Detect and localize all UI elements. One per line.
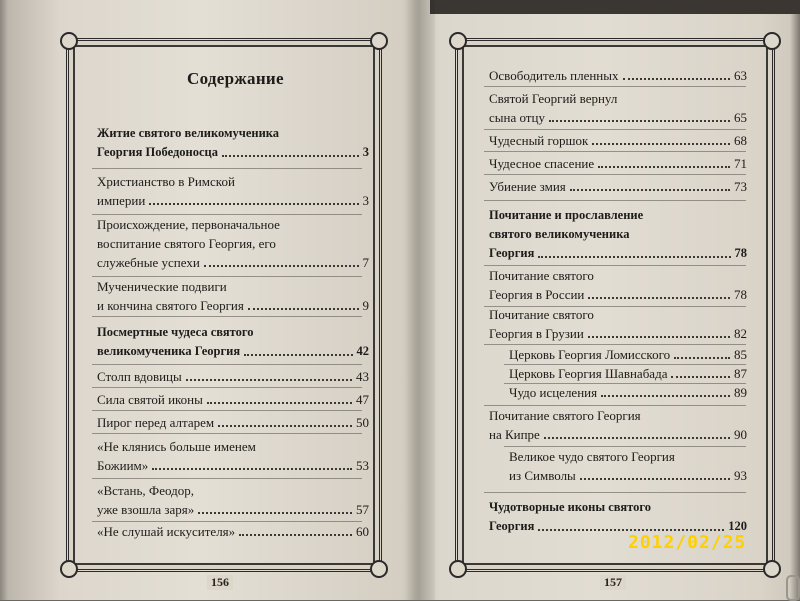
ornament-corner-icon (763, 32, 781, 50)
toc-entry[interactable] (489, 305, 747, 343)
toc-entry-line: империи (97, 193, 146, 208)
toc-page-number: 60 (356, 524, 369, 539)
ornament-corner-icon (60, 560, 78, 578)
toc-entry[interactable] (489, 266, 747, 304)
entry-divider (484, 174, 746, 175)
leader-dots (580, 478, 730, 480)
toc-page-number: 87 (734, 366, 747, 381)
ornament-corner-icon (370, 560, 388, 578)
leader-dots (588, 297, 730, 299)
toc-entry[interactable] (97, 172, 369, 210)
toc-entry-line: Святой Георгий вернул (489, 91, 618, 106)
toc-entry[interactable] (489, 89, 747, 127)
leader-dots (186, 379, 352, 381)
toc-entry-line: на Кипре (489, 427, 540, 442)
toc-entry[interactable] (489, 131, 747, 150)
book-gutter (405, 0, 435, 600)
toc-entry[interactable] (97, 215, 369, 272)
toc-page-number: 50 (356, 415, 369, 430)
toc-page-number: 93 (734, 468, 747, 483)
toc-entry-line: Георгия Победоносца (97, 145, 218, 159)
toc-entry-line: Георгия (489, 246, 535, 260)
contents-heading: Содержание (187, 69, 284, 88)
toc-entry[interactable] (97, 481, 369, 519)
toc-entry[interactable] (97, 437, 369, 475)
toc-page-number: 89 (734, 385, 747, 400)
toc-entry-line: Столп вдовицы (97, 369, 182, 384)
leader-dots (207, 402, 352, 404)
leader-dots (244, 354, 352, 356)
toc-entry-line: Почитание святого (489, 268, 594, 283)
leader-dots (204, 265, 359, 267)
toc-entry[interactable] (489, 177, 747, 196)
camera-date-stamp: 2012/02/25 (628, 532, 747, 553)
entry-divider (92, 410, 362, 411)
toc-page-number: 47 (356, 392, 369, 407)
leader-dots (222, 155, 359, 157)
toc-page-number: 43 (356, 369, 369, 384)
leader-dots (598, 166, 730, 168)
leader-dots (674, 357, 730, 359)
toc-page-number: 3 (362, 193, 369, 208)
leader-dots (570, 189, 730, 191)
toc-entry-line: Освободитель пленных (489, 68, 619, 83)
ornament-corner-icon (370, 32, 388, 50)
toc-entry[interactable] (489, 406, 747, 444)
toc-page-number: 78 (734, 287, 747, 302)
toc-entry-line: Происхождение, первоначальное (97, 217, 280, 232)
leader-dots (218, 425, 352, 427)
toc-entry[interactable] (97, 323, 369, 361)
toc-page-number: 120 (728, 519, 747, 533)
toc-entry[interactable] (97, 367, 369, 386)
entry-divider (484, 200, 746, 201)
leader-dots (588, 336, 730, 338)
toc-entry-line: святого великомученика (489, 227, 630, 241)
ornament-corner-icon (60, 32, 78, 50)
toc-page-number: 82 (734, 326, 747, 341)
toc-entry-line: Чудо исцеления (509, 385, 598, 400)
ornament-corner-icon (763, 560, 781, 578)
toc-entry-line: Чудесный горшок (489, 133, 589, 148)
toc-entry-line: Убиение змия (489, 179, 566, 194)
toc-page-number: 68 (734, 133, 747, 148)
toc-entry-line: Мученические подвиги (97, 279, 227, 294)
toc-entry-line: Почитание и прославление (489, 208, 644, 222)
entry-divider (92, 168, 362, 169)
leader-dots (538, 529, 724, 531)
toc-entry-line: Георгия в Грузии (489, 326, 584, 341)
toc-entry[interactable] (97, 522, 369, 541)
page-number-right: 157 (600, 575, 626, 590)
leader-dots (601, 395, 730, 397)
ornament-corner-icon (449, 560, 467, 578)
toc-entry[interactable] (509, 345, 747, 364)
toc-entry-line: Почитание святого (489, 307, 594, 322)
toc-entry-line: Чудотворные иконы святого (489, 500, 651, 514)
leader-dots (671, 376, 730, 378)
leader-dots (538, 256, 730, 258)
toc-page-number: 65 (734, 110, 747, 125)
toc-page-number: 63 (734, 68, 747, 83)
toc-entry-line: «Встань, Феодор, (97, 483, 194, 498)
leader-dots (198, 512, 352, 514)
toc-entry[interactable] (97, 124, 369, 162)
leader-dots (239, 534, 352, 536)
toc-entry-line: великомученика Георгия (97, 344, 241, 358)
toc-entry-line: Церковь Георгия Шавнабада (509, 366, 668, 381)
toc-entry-line: и кончина святого Георгия (97, 298, 244, 313)
toc-page-number: 73 (734, 179, 747, 194)
toc-entry[interactable] (489, 66, 747, 85)
toc-entry-line: из Символы (509, 468, 576, 483)
entry-divider (92, 478, 362, 479)
toc-page-number: 90 (734, 427, 747, 442)
leader-dots (592, 143, 730, 145)
toc-entry-line: Чудесное спасение (489, 156, 595, 171)
leader-dots (544, 437, 730, 439)
entry-divider (92, 433, 362, 434)
background-edge (430, 0, 800, 14)
entry-divider (484, 151, 746, 152)
toc-page-number: 71 (734, 156, 747, 171)
bookmark-clip-icon (786, 575, 800, 601)
toc-entry-line: Георгия (489, 519, 535, 533)
toc-entry-line: Почитание святого Георгия (489, 408, 641, 423)
entry-divider (484, 492, 746, 493)
leader-dots (623, 78, 731, 80)
toc-page-number: 42 (356, 344, 369, 358)
entry-divider (484, 86, 746, 87)
toc-entry-line: сына отцу (489, 110, 545, 125)
toc-entry-line: Церковь Георгия Ломисского (509, 347, 671, 362)
toc-entry-line: Посмертные чудеса святого (97, 325, 254, 339)
toc-entry[interactable] (509, 383, 747, 402)
toc-entry-line: Сила святой иконы (97, 392, 203, 407)
toc-entry-line: уже взошла заря» (97, 502, 195, 517)
leader-dots (248, 308, 359, 310)
toc-entry-line: Великое чудо святого Георгия (509, 449, 675, 464)
toc-entry-line: служебные успехи (97, 255, 200, 270)
entry-divider (92, 364, 362, 365)
toc-entry[interactable] (97, 390, 369, 409)
toc-entry[interactable] (509, 364, 747, 383)
toc-entry[interactable] (489, 498, 747, 536)
toc-entry-line: Пирог перед алтарем (97, 415, 215, 430)
leader-dots (149, 203, 358, 205)
leader-dots (152, 468, 352, 470)
ornament-corner-icon (449, 32, 467, 50)
toc-entry-line: «Не слушай искусителя» (97, 524, 236, 539)
toc-entry[interactable] (97, 277, 369, 315)
entry-divider (484, 129, 746, 130)
toc-page-number: 78 (734, 246, 747, 260)
toc-entry[interactable] (509, 447, 747, 485)
page-number-left: 156 (207, 575, 233, 590)
toc-entry-line: Христианство в Римской (97, 174, 235, 189)
toc-entry[interactable] (489, 154, 747, 173)
toc-page-number: 7 (362, 255, 369, 270)
entry-divider (92, 387, 362, 388)
entry-divider (92, 316, 362, 317)
toc-entry-line: «Не клянись больше именем (97, 439, 256, 454)
toc-entry-line: Божиим» (97, 458, 149, 473)
toc-page-number: 9 (362, 298, 369, 313)
leader-dots (549, 120, 730, 122)
toc-entry-line: Георгия в России (489, 287, 585, 302)
toc-entry-line: Житие святого великомученика (97, 126, 280, 140)
toc-entry-line: воспитание святого Георгия, его (97, 236, 276, 251)
toc-page-number: 3 (362, 145, 369, 159)
toc-page-number: 57 (356, 502, 369, 517)
toc-entry[interactable] (489, 206, 747, 263)
toc-page-number: 85 (734, 347, 747, 362)
toc-entry[interactable] (97, 413, 369, 432)
toc-page-number: 53 (356, 458, 369, 473)
